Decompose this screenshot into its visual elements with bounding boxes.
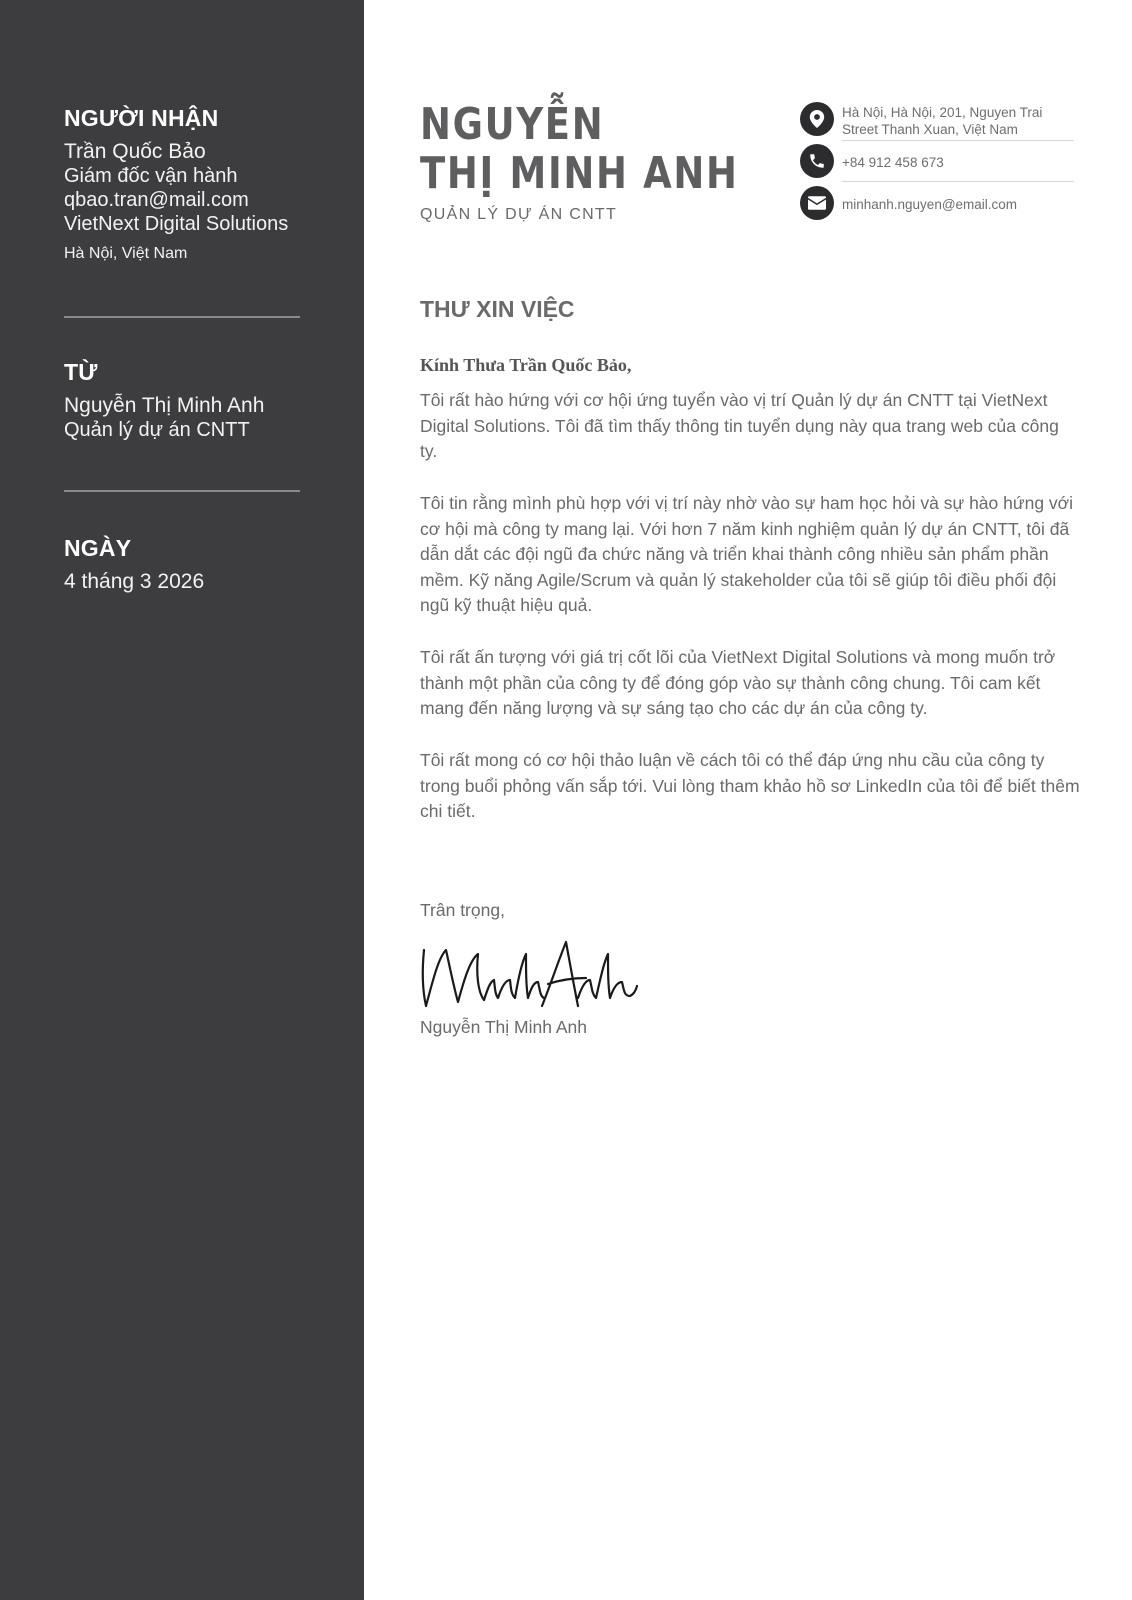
recipient-name: Trần Quốc Bảo bbox=[64, 140, 206, 163]
recipient-email: qbao.tran@mail.com bbox=[64, 189, 249, 211]
closing: Trân trọng, bbox=[420, 900, 505, 920]
letter-paragraph: Tôi rất ấn tượng với giá trị cốt lõi của VietNext Digital Solutions và mong muốn trở thành một phần của công ty để đóng góp vào sự thành công chung. Tôi cam kết mang đến năng lượng và sự sáng tạo cho các dự án của công ty. bbox=[420, 647, 1056, 718]
recipient-location: Hà Nội, Việt Nam bbox=[64, 245, 188, 262]
recipient-section bbox=[64, 104, 300, 264]
signed-name: Nguyễn Thị Minh Anh bbox=[420, 1017, 588, 1037]
sender-section bbox=[64, 358, 300, 442]
sender-heading: TỪ bbox=[64, 359, 98, 385]
sidebar bbox=[0, 0, 364, 1600]
recipient-heading: NGƯỜI NHẬN bbox=[64, 105, 219, 131]
phone-icon bbox=[800, 144, 834, 178]
letter-paragraph: Tôi rất hào hứng với cơ hội ứng tuyển vào vị trí Quản lý dự án CNTT tại VietNext Digital Solutions. Tôi đã tìm thấy thông tin tuyển dụng này qua trang web của công ty. bbox=[420, 390, 1059, 461]
contact-divider bbox=[842, 140, 1074, 141]
contact-divider bbox=[842, 181, 1074, 182]
letter-title: THƯ XIN VIỆC bbox=[420, 296, 575, 322]
applicant-name-line2: THỊ MINH ANH bbox=[420, 148, 739, 199]
salutation: Kính Thưa Trần Quốc Bảo, bbox=[420, 355, 632, 375]
recipient-company: VietNext Digital Solutions bbox=[64, 213, 289, 235]
contact-email: minhanh.nguyen@email.com bbox=[842, 197, 1018, 212]
letter-paragraph: Tôi tin rằng mình phù hợp với vị trí này nhờ vào sự ham học hỏi và sự hào hứng với cơ hội mà công ty mang lại. Với hơn 7 năm kinh nghiệm quản lý dự án CNTT, tôi đã dẫn dắt các đội ngũ đa chức năng và triển khai thành công nhiều sản phẩm phần mềm. Kỹ năng Agile/Scrum và quản lý stakeholder của tôi sẽ giúp tôi điều phối đội ngũ kỹ thuật hiệu quả. bbox=[420, 493, 1074, 615]
envelope-icon bbox=[800, 186, 834, 220]
contact-address: Hà Nội, Hà Nội, 201, Nguyen Trai Street Thanh Xuan, Việt Nam bbox=[842, 105, 1043, 137]
sender-name: Nguyễn Thị Minh Anh bbox=[64, 394, 265, 417]
date-section bbox=[64, 534, 300, 594]
location-pin-icon bbox=[800, 102, 834, 136]
applicant-name bbox=[420, 100, 739, 198]
sender-title: Quản lý dự án CNTT bbox=[64, 419, 250, 441]
date-value: 4 tháng 3 2026 bbox=[64, 570, 205, 593]
contact-list bbox=[800, 102, 1072, 222]
letter-paragraph: Tôi rất mong có cơ hội thảo luận về cách tôi có thể đáp ứng nhu cầu của công ty trong buổi phỏng vấn sắp tới. Vui lòng tham khảo hồ sơ LinkedIn của tôi để biết thêm chi tiết. bbox=[420, 750, 1080, 821]
signature bbox=[418, 940, 638, 1012]
recipient-title: Giám đốc vận hành bbox=[64, 165, 238, 187]
contact-phone: +84 912 458 673 bbox=[842, 155, 944, 170]
applicant-name-line1: NGUYỄN bbox=[420, 99, 605, 150]
date-heading: NGÀY bbox=[64, 535, 132, 561]
sidebar-divider bbox=[64, 490, 300, 492]
applicant-role: QUẢN LÝ DỰ ÁN CNTT bbox=[420, 206, 618, 223]
sidebar-divider bbox=[64, 316, 300, 318]
